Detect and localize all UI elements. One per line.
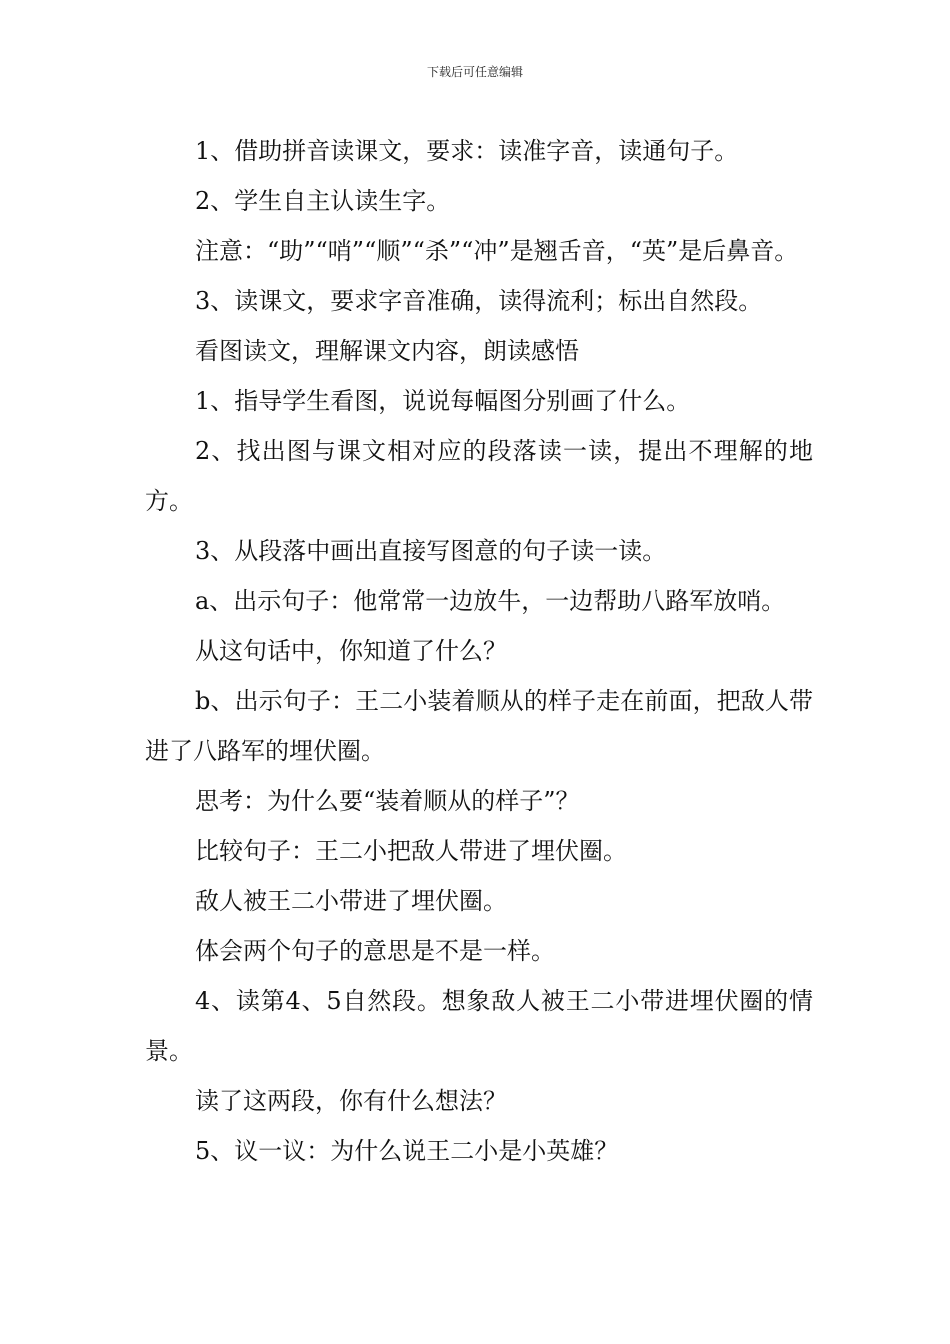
paragraph: 看图读文，理解课文内容，朗读感悟: [195, 337, 579, 365]
paragraph: 思考：为什么要“装着顺从的样子”？: [195, 787, 580, 815]
paragraph: 2、找出图与课文相对应的段落读一读，提出不理解的地方。: [145, 437, 813, 515]
paragraph: 注意：“助”“哨”“顺”“杀”“冲”是翘舌音，“英”是后鼻音。: [195, 237, 799, 265]
paragraph: 敌人被王二小带进了埋伏圈。: [195, 887, 507, 915]
paragraph: 3、读课文，要求字音准确，读得流利；标出自然段。: [195, 287, 763, 315]
paragraph: 4、读第4、5自然段。想象敌人被王二小带进埋伏圈的情景。: [145, 987, 813, 1065]
paragraph: 读了这两段，你有什么想法？: [195, 1087, 507, 1115]
paragraph: 从这句话中，你知道了什么？: [195, 637, 507, 665]
document-body: [145, 126, 813, 1176]
page-header: 下载后可任意编辑: [426, 65, 523, 79]
paragraph: 5、议一议：为什么说王二小是小英雄？: [195, 1137, 619, 1165]
paragraph: 1、借助拼音读课文，要求：读准字音，读通句子。: [195, 137, 739, 165]
paragraph: b、出示句子：王二小装着顺从的样子走在前面，把敌人带进了八路军的埋伏圈。: [145, 687, 813, 765]
paragraph: 比较句子：王二小把敌人带进了埋伏圈。: [195, 837, 627, 865]
paragraph: 2、学生自主认读生字。: [195, 187, 451, 215]
paragraph: a、出示句子：他常常一边放牛，一边帮助八路军放哨。: [195, 587, 786, 615]
paragraph: 体会两个句子的意思是不是一样。: [195, 937, 555, 965]
paragraph: 3、从段落中画出直接写图意的句子读一读。: [195, 537, 667, 565]
paragraph: 1、指导学生看图，说说每幅图分别画了什么。: [195, 387, 691, 415]
